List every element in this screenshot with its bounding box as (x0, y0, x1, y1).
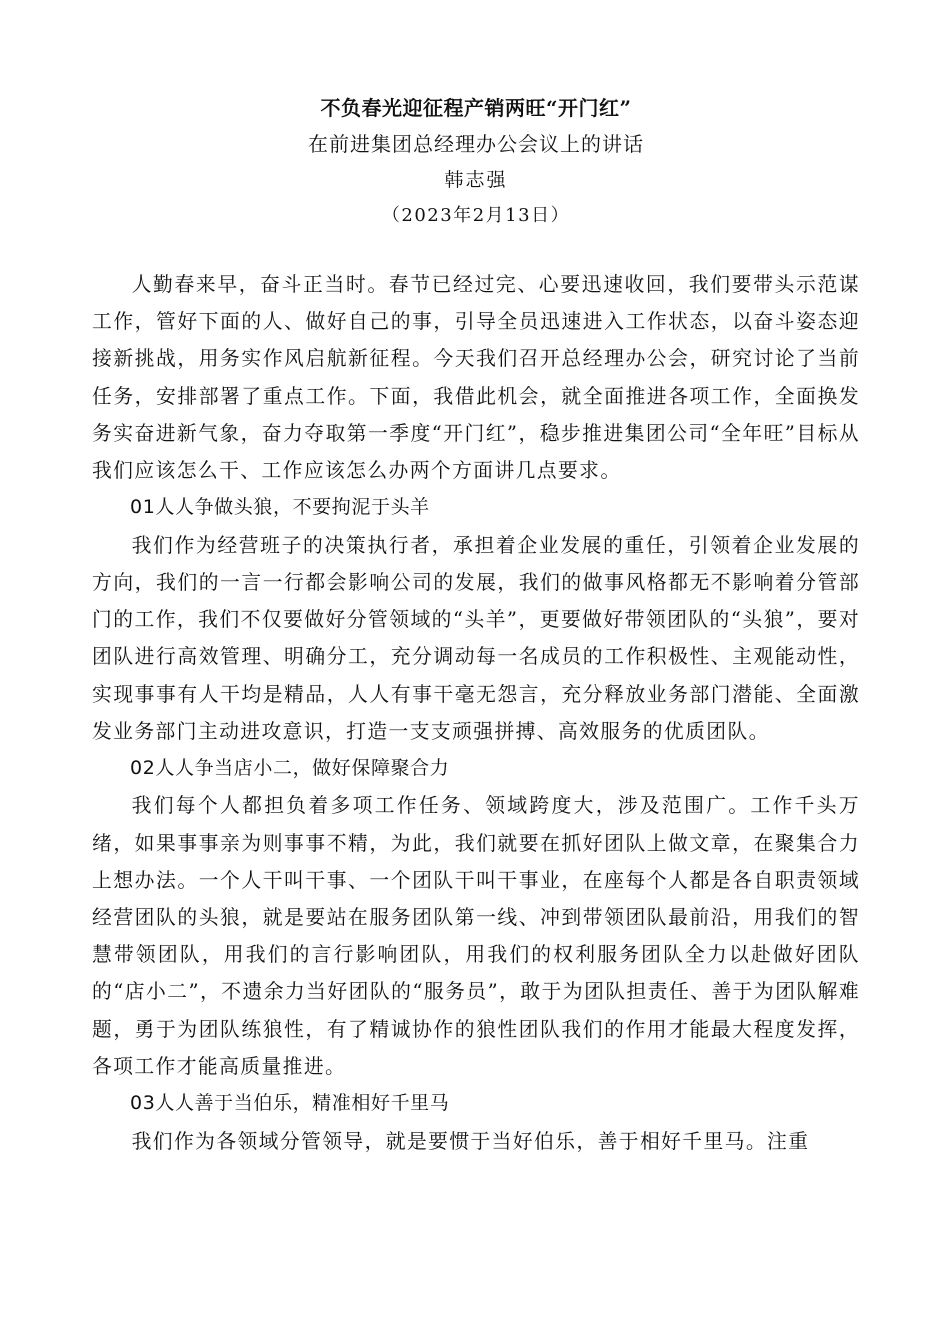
document-subtitle: 在前进集团总经理办公会议上的讲话 (308, 132, 644, 156)
section-heading-02: 02人人争当店小二，做好保障聚合力 (130, 756, 450, 779)
document-title: 不负春光迎征程产销两旺“开门红” (320, 96, 632, 120)
section-heading-03: 03人人善于当伯乐，精准相好千里马 (130, 1092, 450, 1115)
document-page (92, 90, 860, 1160)
document-author: 韩志强 (444, 169, 508, 191)
section-body-03: 我们作为各领域分管领导，就是要惯于当好伯乐，善于相好千里马。注重 (131, 1129, 810, 1153)
section-body-02: 我们每个人都担负着多项工作任务、领域跨度大，涉及范围广。工作千头万绪，如果事事亲为则事事不精，为此，我们就要在抓好团队上做文章，在聚集合力上想办法。一个人干叫干事、一个团队干叫干事业，在座每个人都是各自职责领域经营团队的头狼，就是要站在服务团队第一线、冲到带领团队最前沿，用我们的智慧带领团队，用我们的言行影响团队，用我们的权利服务团队全力以赴做好团队的“店小二”，不遗余力当好团队的“服务员”，敢于为团队担责任、善于为团队解难题，勇于为团队练狼性，有了精诚协作的狼性团队我们的作用才能最大程度发挥，各项工作才能高质量推进。 (92, 794, 860, 1078)
document-date: （2023年2月13日） (381, 205, 571, 226)
section-body-01: 我们作为经营班子的决策执行者，承担着企业发展的重任，引领着企业发展的方向，我们的一言一行都会影响公司的发展，我们的做事风格都无不影响着分管部门的工作，我们不仅要做好分管领域的“头羊”，更要做好带领团队的“头狼”，要对团队进行高效管理、明确分工，充分调动每一名成员的工作积极性、主观能动性，实现事事有人干均是精品，人人有事干毫无怨言，充分释放业务部门潜能、全面激发业务部门主动进攻意识，打造一支支顽强拼搏、高效服务的优质团队。 (92, 533, 860, 743)
intro-paragraph: 人勤春来早，奋斗正当时。春节已经过完、心要迅速收回，我们要带头示范谋工作，管好下面的人、做好自己的事，引导全员迅速进入工作状态，以奋斗姿态迎接新挑战，用务实作风启航新征程。今天我们召开总经理办公会，研究讨论了当前任务，安排部署了重点工作。下面，我借此机会，就全面推进各项工作，全面换发务实奋进新气象，奋力夺取第一季度“开门红”，稳步推进集团公司“全年旺”目标从我们应该怎么干、工作应该怎么办两个方面讲几点要求。 (92, 273, 860, 483)
section-heading-01: 01人人争做头狼，不要拘泥于头羊 (130, 496, 430, 519)
